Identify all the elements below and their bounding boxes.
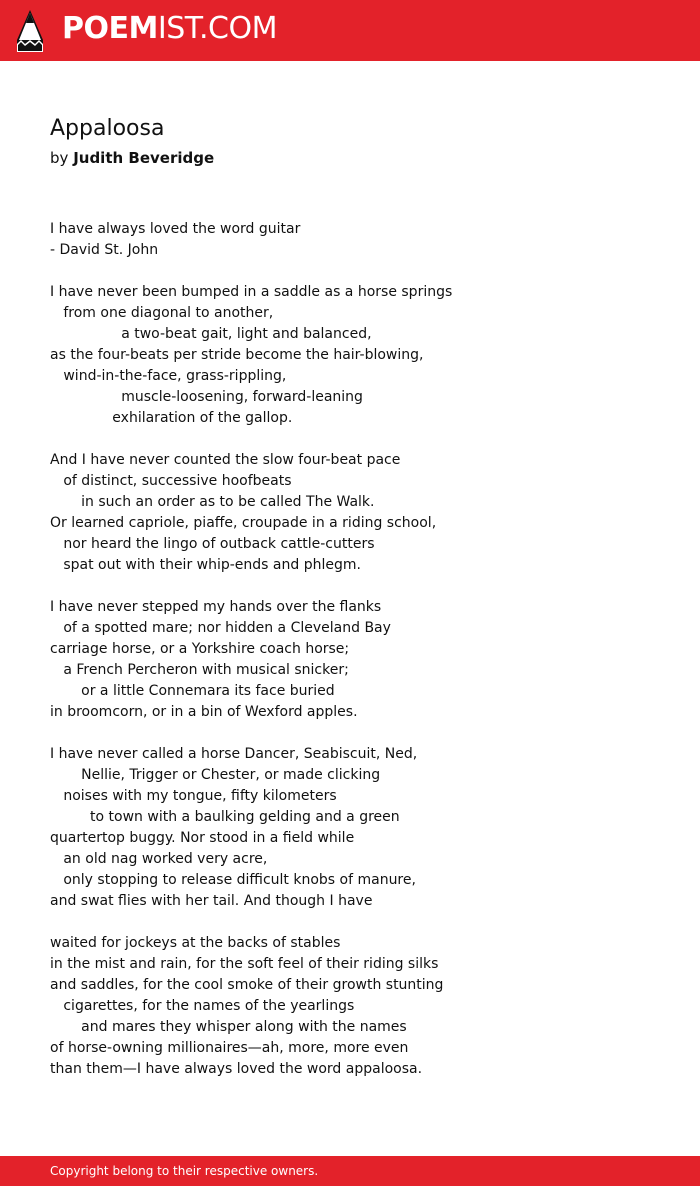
poem-line: from one diagonal to another,	[50, 305, 274, 321]
poem-line: and swat flies with her tail. And though I have	[50, 893, 373, 909]
poem-line: in such an order as to be called The Walk.	[50, 494, 375, 510]
poem-line: noises with my tongue, fifty kilometers	[50, 788, 337, 804]
poem-line: I have never been bumped in a saddle as a horse springs	[50, 284, 453, 300]
poem-line: Nellie, Trigger or Chester, or made clicking	[50, 767, 381, 783]
poem-line: I have always loved the word guitar	[50, 221, 301, 237]
site-logo[interactable]	[62, 11, 277, 46]
poem-line: carriage horse, or a Yorkshire coach horse;	[50, 641, 350, 657]
poem-line: in the mist and rain, for the soft feel of their riding silks	[50, 956, 439, 972]
poem-line: and saddles, for the cool smoke of their growth stunting	[50, 977, 444, 993]
poem-line: wind-in-the-face, grass-rippling,	[50, 368, 287, 384]
poem-line: I have never stepped my hands over the flanks	[50, 599, 382, 615]
copyright-text: Copyright belong to their respective owners.	[50, 1164, 319, 1178]
poem-line: Or learned capriole, piaffe, croupade in a riding school,	[50, 515, 437, 531]
poem-line	[50, 723, 670, 744]
poem-line: of a spotted mare; nor hidden a Cleveland Bay	[50, 620, 391, 636]
poem-line: in broomcorn, or in a bin of Wexford apples.	[50, 704, 358, 720]
pencil-icon[interactable]	[17, 10, 43, 52]
poem-line: quartertop buggy. Nor stood in a field while	[50, 830, 355, 846]
poem-line: spat out with their whip-ends and phlegm.	[50, 557, 361, 573]
poem-title: Appaloosa	[50, 116, 165, 141]
site-footer	[0, 1156, 700, 1186]
poem-line	[50, 261, 670, 282]
poem-line: to town with a baulking gelding and a green	[50, 809, 400, 825]
poem-line: a French Percheron with musical snicker;	[50, 662, 349, 678]
poem-body	[50, 219, 670, 1080]
site-header	[0, 0, 700, 61]
byline	[50, 149, 214, 167]
poem-line: muscle-loosening, forward-leaning	[50, 389, 363, 405]
poem-line: of distinct, successive hoofbeats	[50, 473, 292, 489]
brand-bold: POEM	[62, 11, 158, 46]
poem-line: I have never called a horse Dancer, Seabiscuit, Ned,	[50, 746, 418, 762]
poem-line: a two-beat gait, light and balanced,	[50, 326, 372, 342]
poem-line: cigarettes, for the names of the yearlings	[50, 998, 355, 1014]
poem-line: waited for jockeys at the backs of stables	[50, 935, 341, 951]
poem-line: And I have never counted the slow four-beat pace	[50, 452, 401, 468]
poem-line	[50, 429, 670, 450]
poem-line: as the four-beats per stride become the hair-blowing,	[50, 347, 424, 363]
poem-line: nor heard the lingo of outback cattle-cutters	[50, 536, 375, 552]
poem-line	[50, 912, 670, 933]
poem-line: and mares they whisper along with the names	[50, 1019, 407, 1035]
brand-light: IST.COM	[157, 11, 277, 46]
poem-line: than them—I have always loved the word appaloosa.	[50, 1061, 423, 1077]
poem-line: of horse-owning millionaires—ah, more, more even	[50, 1040, 409, 1056]
poem-line: only stopping to release difficult knobs of manure,	[50, 872, 416, 888]
author-name: Judith Beveridge	[73, 149, 215, 167]
poem-line	[50, 576, 670, 597]
poem-line: or a little Connemara its face buried	[50, 683, 335, 699]
poem-line: an old nag worked very acre,	[50, 851, 268, 867]
poem-line: exhilaration of the gallop.	[50, 410, 293, 426]
poem-line: - David St. John	[50, 242, 159, 258]
byline-prefix: by	[50, 149, 69, 167]
